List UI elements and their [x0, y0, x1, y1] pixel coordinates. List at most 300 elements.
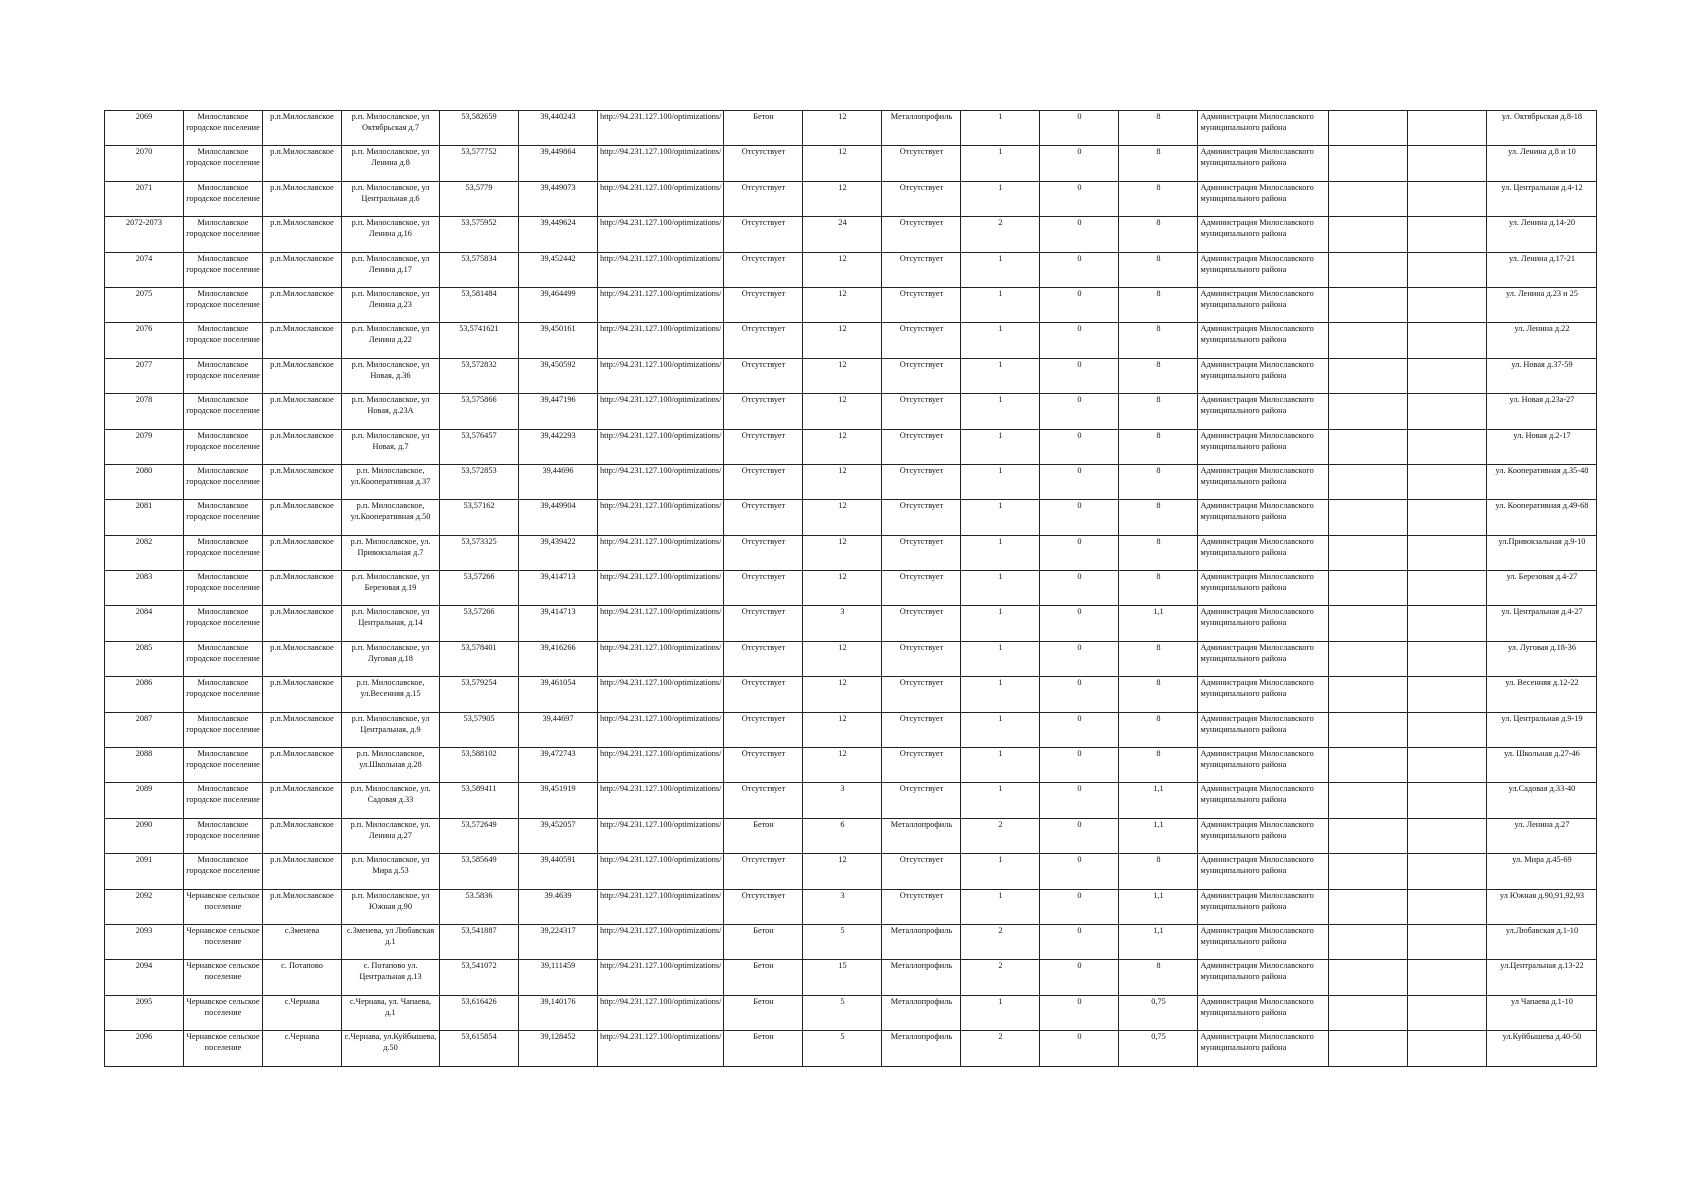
- containers-cell: 2: [961, 818, 1040, 853]
- id-cell: 2086: [105, 677, 184, 712]
- owner-cell: Администрация Милославского муниципального района: [1198, 111, 1329, 146]
- latitude-cell: 53,577752: [440, 146, 519, 181]
- address-cell: р.п. Милославское, ул Центральная, д.9: [342, 712, 440, 747]
- locality-cell: р.п.Милославское: [263, 111, 342, 146]
- bunker-cell: 0: [1040, 677, 1119, 712]
- volume-cell: 1,1: [1119, 889, 1198, 924]
- longitude-cell: 39,452442: [519, 252, 598, 287]
- area-cell: 12: [803, 712, 882, 747]
- longitude-cell: 39,450161: [519, 323, 598, 358]
- bunker-cell: 0: [1040, 712, 1119, 747]
- surface-cell: Бетон: [724, 1031, 803, 1066]
- bunker-cell: 0: [1040, 606, 1119, 641]
- id-cell: 2069: [105, 111, 184, 146]
- empty-cell: [1408, 358, 1487, 393]
- table-row: [105, 429, 1597, 464]
- containers-cell: 1: [961, 323, 1040, 358]
- fence-cell: Отсутствует: [882, 748, 961, 783]
- owner-cell: Администрация Милославского муниципального района: [1198, 146, 1329, 181]
- locality-cell: р.п.Милославское: [263, 854, 342, 889]
- latitude-cell: 53,576457: [440, 429, 519, 464]
- empty-cell: [1408, 252, 1487, 287]
- settlement-cell: Милославское городское поселение: [184, 677, 263, 712]
- area-cell: 12: [803, 500, 882, 535]
- latitude-cell: 53,616426: [440, 995, 519, 1030]
- id-cell: 2089: [105, 783, 184, 818]
- volume-cell: 8: [1119, 748, 1198, 783]
- settlement-cell: Милославское городское поселение: [184, 571, 263, 606]
- fence-cell: Отсутствует: [882, 712, 961, 747]
- served-addresses-cell: ул. Березовая д.4-27: [1487, 571, 1597, 606]
- settlement-cell: Милославское городское поселение: [184, 111, 263, 146]
- url-cell: http://94.231.127.100/optimizations/: [598, 1031, 724, 1066]
- owner-cell: Администрация Милославского муниципального района: [1198, 429, 1329, 464]
- fence-cell: Отсутствует: [882, 358, 961, 393]
- area-cell: 3: [803, 606, 882, 641]
- fence-cell: Отсутствует: [882, 641, 961, 676]
- surface-cell: Отсутствует: [724, 429, 803, 464]
- bunker-cell: 0: [1040, 854, 1119, 889]
- fence-cell: Металлопрофиль: [882, 818, 961, 853]
- address-cell: р.п. Милославское, ул.Кооперативная д.37: [342, 464, 440, 499]
- fence-cell: Отсутствует: [882, 394, 961, 429]
- id-cell: 2070: [105, 146, 184, 181]
- bunker-cell: 0: [1040, 783, 1119, 818]
- address-cell: р.п. Милославское, ул Мира д.53: [342, 854, 440, 889]
- surface-cell: Отсутствует: [724, 571, 803, 606]
- empty-cell: [1408, 889, 1487, 924]
- empty-cell: [1329, 464, 1408, 499]
- empty-cell: [1329, 394, 1408, 429]
- longitude-cell: 39,440591: [519, 854, 598, 889]
- empty-cell: [1329, 500, 1408, 535]
- empty-cell: [1329, 252, 1408, 287]
- id-cell: 2094: [105, 960, 184, 995]
- address-cell: р.п. Милославское, ул Ленина д.16: [342, 217, 440, 252]
- empty-cell: [1408, 748, 1487, 783]
- fence-cell: Отсутствует: [882, 181, 961, 216]
- surface-cell: Отсутствует: [724, 500, 803, 535]
- settlement-cell: Милославское городское поселение: [184, 854, 263, 889]
- settlement-cell: Милославское городское поселение: [184, 712, 263, 747]
- served-addresses-cell: ул. Ленина д.23 и 25: [1487, 287, 1597, 322]
- url-cell: http://94.231.127.100/optimizations/: [598, 394, 724, 429]
- locality-cell: с.Чернава: [263, 1031, 342, 1066]
- latitude-cell: 53,575952: [440, 217, 519, 252]
- fence-cell: Отсутствует: [882, 146, 961, 181]
- containers-cell: 1: [961, 535, 1040, 570]
- empty-cell: [1408, 783, 1487, 818]
- empty-cell: [1408, 606, 1487, 641]
- empty-cell: [1408, 429, 1487, 464]
- url-cell: http://94.231.127.100/optimizations/: [598, 323, 724, 358]
- empty-cell: [1408, 217, 1487, 252]
- empty-cell: [1408, 641, 1487, 676]
- url-cell: http://94.231.127.100/optimizations/: [598, 606, 724, 641]
- id-cell: 2072-2073: [105, 217, 184, 252]
- address-cell: р.п. Милославское, ул Центральная, д.14: [342, 606, 440, 641]
- id-cell: 2075: [105, 287, 184, 322]
- settlement-cell: Милославское городское поселение: [184, 748, 263, 783]
- id-cell: 2076: [105, 323, 184, 358]
- fence-cell: Отсутствует: [882, 429, 961, 464]
- table-row: [105, 217, 1597, 252]
- longitude-cell: 39,449904: [519, 500, 598, 535]
- served-addresses-cell: ул. Кооперативная д.35-48: [1487, 464, 1597, 499]
- volume-cell: 8: [1119, 571, 1198, 606]
- table-row: [105, 712, 1597, 747]
- owner-cell: Администрация Милославского муниципального района: [1198, 606, 1329, 641]
- empty-cell: [1408, 960, 1487, 995]
- latitude-cell: 53,572649: [440, 818, 519, 853]
- id-cell: 2081: [105, 500, 184, 535]
- fence-cell: Металлопрофиль: [882, 924, 961, 959]
- latitude-cell: 53,57266: [440, 606, 519, 641]
- served-addresses-cell: ул Чапаева д.1-10: [1487, 995, 1597, 1030]
- empty-cell: [1408, 464, 1487, 499]
- area-cell: 12: [803, 535, 882, 570]
- containers-cell: 1: [961, 500, 1040, 535]
- longitude-cell: 39,451919: [519, 783, 598, 818]
- area-cell: 12: [803, 429, 882, 464]
- owner-cell: Администрация Милославского муниципального района: [1198, 358, 1329, 393]
- locality-cell: с. Потапово: [263, 960, 342, 995]
- latitude-cell: 53,585649: [440, 854, 519, 889]
- url-cell: http://94.231.127.100/optimizations/: [598, 995, 724, 1030]
- latitude-cell: 53,575834: [440, 252, 519, 287]
- url-cell: http://94.231.127.100/optimizations/: [598, 500, 724, 535]
- latitude-cell: 53,615854: [440, 1031, 519, 1066]
- id-cell: 2074: [105, 252, 184, 287]
- id-cell: 2092: [105, 889, 184, 924]
- longitude-cell: 39,414713: [519, 606, 598, 641]
- latitude-cell: 53,541887: [440, 924, 519, 959]
- empty-cell: [1329, 429, 1408, 464]
- locality-cell: р.п.Милославское: [263, 571, 342, 606]
- empty-cell: [1329, 641, 1408, 676]
- served-addresses-cell: ул. Ленина д.17-21: [1487, 252, 1597, 287]
- address-cell: р.п. Милославское, ул. Ленина д.27: [342, 818, 440, 853]
- surface-cell: Отсутствует: [724, 287, 803, 322]
- url-cell: http://94.231.127.100/optimizations/: [598, 641, 724, 676]
- bunker-cell: 0: [1040, 394, 1119, 429]
- longitude-cell: 39,140176: [519, 995, 598, 1030]
- address-cell: р.п. Милославское, ул. Садовая д.33: [342, 783, 440, 818]
- url-cell: http://94.231.127.100/optimizations/: [598, 358, 724, 393]
- empty-cell: [1329, 677, 1408, 712]
- table-row: [105, 641, 1597, 676]
- table-row: [105, 818, 1597, 853]
- area-cell: 5: [803, 1031, 882, 1066]
- containers-cell: 1: [961, 287, 1040, 322]
- area-cell: 5: [803, 924, 882, 959]
- surface-cell: Отсутствует: [724, 748, 803, 783]
- served-addresses-cell: ул. Центральная д.9-19: [1487, 712, 1597, 747]
- locality-cell: р.п.Милославское: [263, 500, 342, 535]
- owner-cell: Администрация Милославского муниципального района: [1198, 217, 1329, 252]
- id-cell: 2071: [105, 181, 184, 216]
- empty-cell: [1408, 111, 1487, 146]
- empty-cell: [1329, 358, 1408, 393]
- served-addresses-cell: ул. Новая д.37-59: [1487, 358, 1597, 393]
- empty-cell: [1408, 394, 1487, 429]
- volume-cell: 8: [1119, 323, 1198, 358]
- table-body: [105, 111, 1597, 1067]
- volume-cell: 8: [1119, 287, 1198, 322]
- owner-cell: Администрация Милославского муниципального района: [1198, 252, 1329, 287]
- longitude-cell: 39,111459: [519, 960, 598, 995]
- table-row: [105, 323, 1597, 358]
- locality-cell: р.п.Милославское: [263, 217, 342, 252]
- owner-cell: Администрация Милославского муниципального района: [1198, 712, 1329, 747]
- volume-cell: 8: [1119, 146, 1198, 181]
- settlement-cell: Милославское городское поселение: [184, 606, 263, 641]
- settlement-cell: Чернавское сельское поселение: [184, 1031, 263, 1066]
- table-row: [105, 535, 1597, 570]
- settlement-cell: Милославское городское поселение: [184, 217, 263, 252]
- surface-cell: Отсутствует: [724, 606, 803, 641]
- served-addresses-cell: ул. Мира д.45-69: [1487, 854, 1597, 889]
- fence-cell: Отсутствует: [882, 535, 961, 570]
- served-addresses-cell: ул. Ленина д.8 и 10: [1487, 146, 1597, 181]
- empty-cell: [1329, 323, 1408, 358]
- served-addresses-cell: ул. Кооперативная д.49-68: [1487, 500, 1597, 535]
- address-cell: с.Чернава, ул. Чапаева, д.1: [342, 995, 440, 1030]
- id-cell: 2095: [105, 995, 184, 1030]
- id-cell: 2090: [105, 818, 184, 853]
- owner-cell: Администрация Милославского муниципального района: [1198, 181, 1329, 216]
- owner-cell: Администрация Милославского муниципального района: [1198, 748, 1329, 783]
- empty-cell: [1329, 287, 1408, 322]
- served-addresses-cell: ул. Ленина д.27: [1487, 818, 1597, 853]
- surface-cell: Отсутствует: [724, 252, 803, 287]
- settlement-cell: Милославское городское поселение: [184, 287, 263, 322]
- address-cell: р.п. Милославское, ул Новая, д.36: [342, 358, 440, 393]
- table-row: [105, 571, 1597, 606]
- table-row: [105, 394, 1597, 429]
- address-cell: с.Чернава, ул.Куйбышева, д.50: [342, 1031, 440, 1066]
- latitude-cell: 53,57266: [440, 571, 519, 606]
- bunker-cell: 0: [1040, 181, 1119, 216]
- settlement-cell: Чернавское сельское поселение: [184, 924, 263, 959]
- longitude-cell: 39,440243: [519, 111, 598, 146]
- settlement-cell: Милославское городское поселение: [184, 641, 263, 676]
- address-cell: р.п. Милославское, ул Ленина д.17: [342, 252, 440, 287]
- served-addresses-cell: ул. Центральная д.4-27: [1487, 606, 1597, 641]
- longitude-cell: 39,461054: [519, 677, 598, 712]
- volume-cell: 1,1: [1119, 606, 1198, 641]
- volume-cell: 8: [1119, 111, 1198, 146]
- locality-cell: с.Чернава: [263, 995, 342, 1030]
- bunker-cell: 0: [1040, 500, 1119, 535]
- locality-cell: р.п.Милославское: [263, 818, 342, 853]
- table-row: [105, 146, 1597, 181]
- surface-cell: Отсутствует: [724, 535, 803, 570]
- settlement-cell: Милославское городское поселение: [184, 323, 263, 358]
- surface-cell: Бетон: [724, 960, 803, 995]
- fence-cell: Металлопрофиль: [882, 960, 961, 995]
- longitude-cell: 39,449624: [519, 217, 598, 252]
- latitude-cell: 53,579254: [440, 677, 519, 712]
- address-cell: р.п. Милославское, ул Березовая д.19: [342, 571, 440, 606]
- containers-cell: 1: [961, 571, 1040, 606]
- fence-cell: Отсутствует: [882, 217, 961, 252]
- volume-cell: 8: [1119, 854, 1198, 889]
- id-cell: 2096: [105, 1031, 184, 1066]
- fence-cell: Металлопрофиль: [882, 995, 961, 1030]
- longitude-cell: 39,449073: [519, 181, 598, 216]
- volume-cell: 1,1: [1119, 783, 1198, 818]
- locality-cell: р.п.Милославское: [263, 641, 342, 676]
- area-cell: 12: [803, 181, 882, 216]
- longitude-cell: 39,44697: [519, 712, 598, 747]
- surface-cell: Бетон: [724, 995, 803, 1030]
- area-cell: 12: [803, 287, 882, 322]
- url-cell: http://94.231.127.100/optimizations/: [598, 535, 724, 570]
- longitude-cell: 39,449864: [519, 146, 598, 181]
- settlement-cell: Милославское городское поселение: [184, 146, 263, 181]
- containers-cell: 1: [961, 464, 1040, 499]
- address-cell: р.п. Милославское, ул.Кооперативная д.50: [342, 500, 440, 535]
- address-cell: р.п. Милославское, ул Ленина д.23: [342, 287, 440, 322]
- containers-cell: 1: [961, 358, 1040, 393]
- id-cell: 2078: [105, 394, 184, 429]
- fence-cell: Отсутствует: [882, 500, 961, 535]
- surface-cell: Бетон: [724, 924, 803, 959]
- locality-cell: р.п.Милославское: [263, 146, 342, 181]
- longitude-cell: 39,450592: [519, 358, 598, 393]
- empty-cell: [1408, 924, 1487, 959]
- bunker-cell: 0: [1040, 323, 1119, 358]
- owner-cell: Администрация Милославского муниципального района: [1198, 571, 1329, 606]
- url-cell: http://94.231.127.100/optimizations/: [598, 464, 724, 499]
- address-cell: р.п. Милославское, ул Луговая д.18: [342, 641, 440, 676]
- owner-cell: Администрация Милославского муниципального района: [1198, 924, 1329, 959]
- url-cell: http://94.231.127.100/optimizations/: [598, 287, 724, 322]
- fence-cell: Отсутствует: [882, 783, 961, 818]
- locality-cell: р.п.Милославское: [263, 535, 342, 570]
- volume-cell: 0,75: [1119, 1031, 1198, 1066]
- id-cell: 2083: [105, 571, 184, 606]
- empty-cell: [1408, 323, 1487, 358]
- id-cell: 2091: [105, 854, 184, 889]
- fence-cell: Отсутствует: [882, 464, 961, 499]
- volume-cell: 8: [1119, 464, 1198, 499]
- surface-cell: Отсутствует: [724, 641, 803, 676]
- fence-cell: Отсутствует: [882, 606, 961, 641]
- area-cell: 12: [803, 464, 882, 499]
- address-cell: р.п. Милославское, ул. Привокзальная д.7: [342, 535, 440, 570]
- locality-cell: р.п.Милославское: [263, 181, 342, 216]
- table-row: [105, 677, 1597, 712]
- containers-cell: 1: [961, 712, 1040, 747]
- volume-cell: 8: [1119, 500, 1198, 535]
- table-row: [105, 960, 1597, 995]
- empty-cell: [1408, 500, 1487, 535]
- bunker-cell: 0: [1040, 217, 1119, 252]
- locality-cell: р.п.Милославское: [263, 748, 342, 783]
- url-cell: http://94.231.127.100/optimizations/: [598, 429, 724, 464]
- served-addresses-cell: ул.Привокзальная д.9-10: [1487, 535, 1597, 570]
- area-cell: 3: [803, 889, 882, 924]
- containers-cell: 1: [961, 394, 1040, 429]
- longitude-cell: 39,44696: [519, 464, 598, 499]
- table-row: [105, 464, 1597, 499]
- fence-cell: Отсутствует: [882, 854, 961, 889]
- settlement-cell: Милославское городское поселение: [184, 818, 263, 853]
- empty-cell: [1408, 287, 1487, 322]
- surface-cell: Отсутствует: [724, 323, 803, 358]
- bunker-cell: 0: [1040, 995, 1119, 1030]
- id-cell: 2077: [105, 358, 184, 393]
- longitude-cell: 39,452057: [519, 818, 598, 853]
- url-cell: http://94.231.127.100/optimizations/: [598, 783, 724, 818]
- owner-cell: Администрация Милославского муниципального района: [1198, 500, 1329, 535]
- bunker-cell: 0: [1040, 1031, 1119, 1066]
- surface-cell: Отсутствует: [724, 358, 803, 393]
- served-addresses-cell: ул Южная д.90,91,92,93: [1487, 889, 1597, 924]
- url-cell: http://94.231.127.100/optimizations/: [598, 111, 724, 146]
- latitude-cell: 53,5741621: [440, 323, 519, 358]
- area-cell: 6: [803, 818, 882, 853]
- settlement-cell: Милославское городское поселение: [184, 464, 263, 499]
- bunker-cell: 0: [1040, 252, 1119, 287]
- owner-cell: Администрация Милославского муниципального района: [1198, 818, 1329, 853]
- address-cell: р.п. Милославское, ул Новая, д.23А: [342, 394, 440, 429]
- empty-cell: [1408, 1031, 1487, 1066]
- area-cell: 12: [803, 323, 882, 358]
- locality-cell: с.Зменева: [263, 924, 342, 959]
- area-cell: 24: [803, 217, 882, 252]
- table-row: [105, 287, 1597, 322]
- served-addresses-cell: ул.Садовая д.33-40: [1487, 783, 1597, 818]
- latitude-cell: 53,575866: [440, 394, 519, 429]
- empty-cell: [1329, 995, 1408, 1030]
- surface-cell: Отсутствует: [724, 783, 803, 818]
- id-cell: 2093: [105, 924, 184, 959]
- longitude-cell: 39,128452: [519, 1031, 598, 1066]
- containers-cell: 2: [961, 924, 1040, 959]
- surface-cell: Отсутствует: [724, 181, 803, 216]
- settlement-cell: Чернавское сельское поселение: [184, 960, 263, 995]
- longitude-cell: 39,447196: [519, 394, 598, 429]
- served-addresses-cell: ул. Новая д.23а-27: [1487, 394, 1597, 429]
- latitude-cell: 53,589411: [440, 783, 519, 818]
- table-row: [105, 111, 1597, 146]
- latitude-cell: 53,582659: [440, 111, 519, 146]
- bunker-cell: 0: [1040, 960, 1119, 995]
- area-cell: 12: [803, 748, 882, 783]
- served-addresses-cell: ул. Октябрьская д.8-18: [1487, 111, 1597, 146]
- owner-cell: Администрация Милославского муниципального района: [1198, 677, 1329, 712]
- volume-cell: 0,75: [1119, 995, 1198, 1030]
- volume-cell: 8: [1119, 712, 1198, 747]
- owner-cell: Администрация Милославского муниципального района: [1198, 323, 1329, 358]
- settlement-cell: Милославское городское поселение: [184, 394, 263, 429]
- longitude-cell: 39,414713: [519, 571, 598, 606]
- bunker-cell: 0: [1040, 358, 1119, 393]
- volume-cell: 8: [1119, 181, 1198, 216]
- address-cell: р.п. Милославское, ул Южная д.90: [342, 889, 440, 924]
- url-cell: http://94.231.127.100/optimizations/: [598, 252, 724, 287]
- served-addresses-cell: ул. Весенняя д.12-22: [1487, 677, 1597, 712]
- address-cell: с.Зменева, ул Любавская д.1: [342, 924, 440, 959]
- empty-cell: [1329, 889, 1408, 924]
- table-row: [105, 783, 1597, 818]
- empty-cell: [1329, 111, 1408, 146]
- empty-cell: [1329, 712, 1408, 747]
- served-addresses-cell: ул. Ленина д.22: [1487, 323, 1597, 358]
